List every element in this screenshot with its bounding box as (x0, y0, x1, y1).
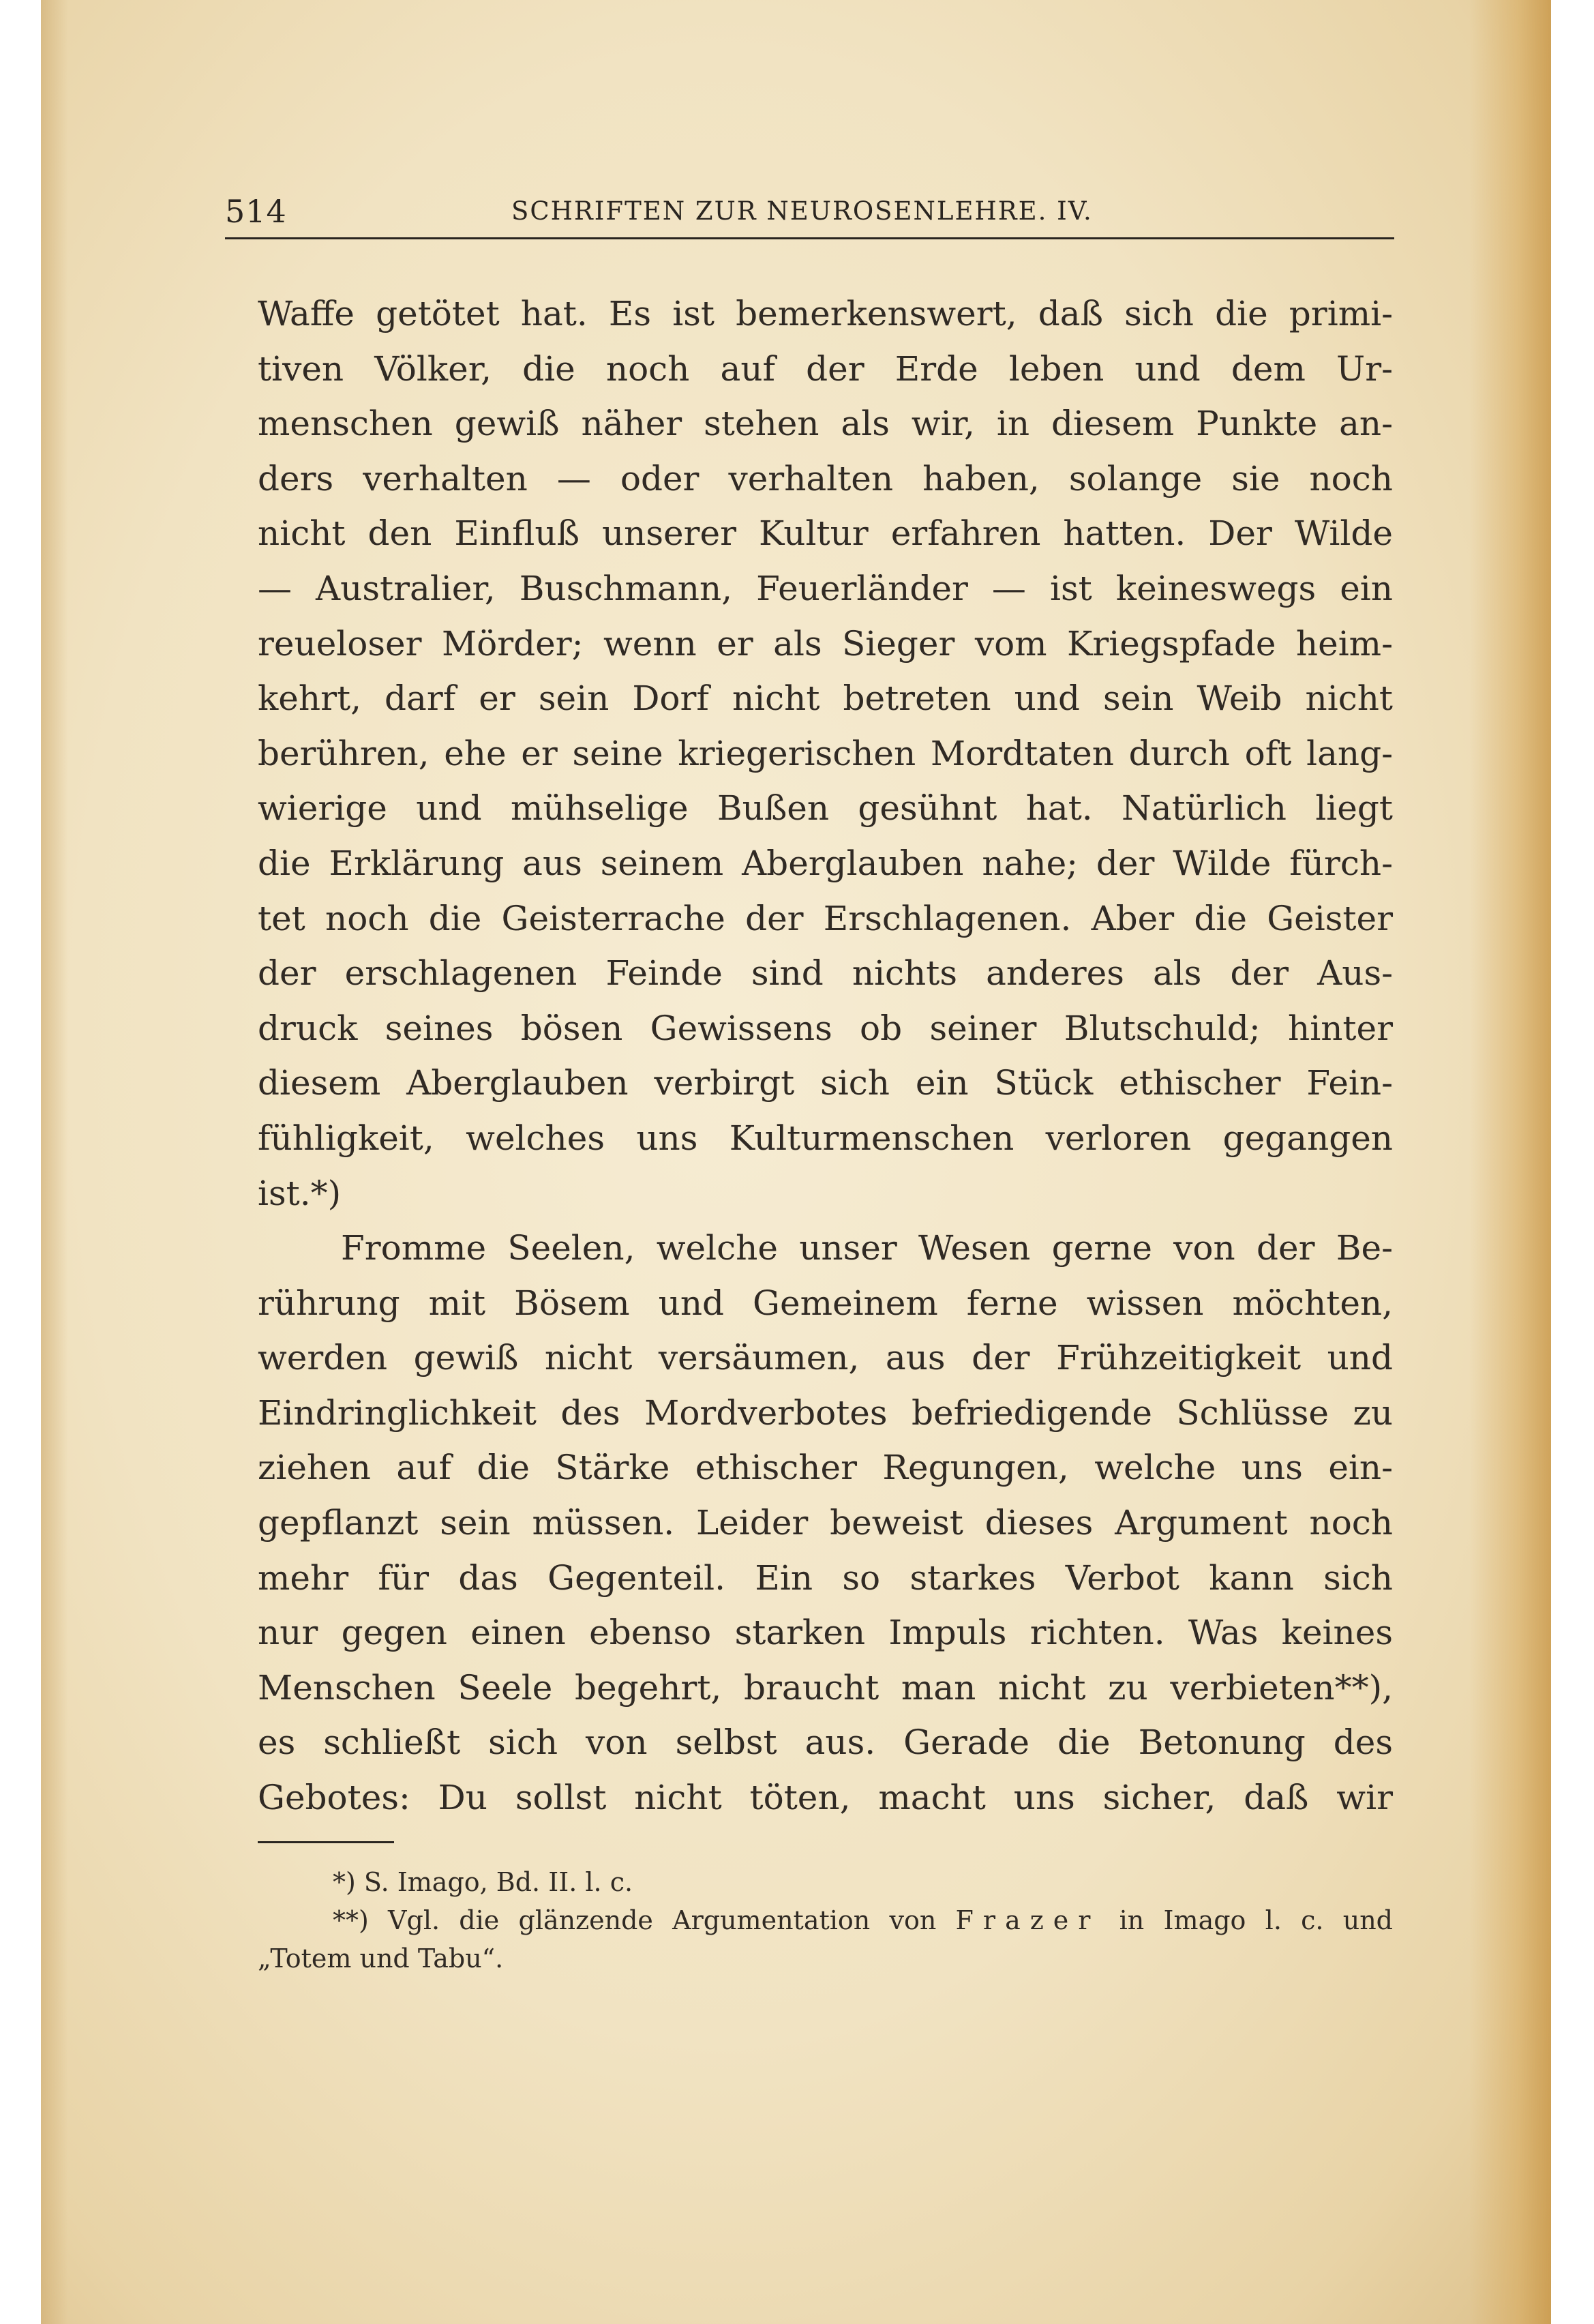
footnote-2-text-end: in Imago l. c. und (1100, 1905, 1394, 1935)
text-line: menschen gewiß näher stehen als wir, in diesem Punkte an- (258, 404, 1393, 444)
text-line: Fromme Seelen, welche unser Wesen gerne von der Be- (341, 1228, 1393, 1268)
footnote-2-continuation: „Totem und Tabu“. (258, 1943, 504, 1973)
text-line: Menschen Seele begehrt, braucht man nicht zu verbieten**), (258, 1667, 1393, 1708)
text-line: werden gewiß nicht versäumen, aus der Frühzeitigkeit und (258, 1338, 1393, 1378)
page-header (225, 190, 1394, 239)
footnote-2 (258, 1901, 1393, 1939)
text-line: der erschlagenen Feinde sind nichts anderes als der Aus- (258, 953, 1393, 994)
text-line: ist.*) (258, 1173, 342, 1213)
text-line: nicht den Einfluß unserer Kultur erfahren hatten. Der Wilde (258, 513, 1393, 554)
text-line: es schließt sich von selbst aus. Gerade die Betonung des (258, 1723, 1393, 1763)
text-line: gepflanzt sein müssen. Leider beweist dieses Argument noch (258, 1503, 1393, 1543)
text-line: druck seines bösen Gewissens ob seiner Blutschuld; hinter (258, 1008, 1393, 1048)
text-line: berühren, ehe er seine kriegerischen Mordtaten durch oft lang- (258, 733, 1393, 773)
text-line: fühligkeit, welches uns Kulturmenschen verloren gegangen (258, 1118, 1393, 1158)
text-line: tet noch die Geisterrache der Erschlagenen. Aber die Geister (258, 898, 1393, 938)
text-line: mehr für das Gegenteil. Ein so starkes Verbot kann sich (258, 1558, 1393, 1598)
footnote-2-author: Frazer (955, 1905, 1100, 1935)
text-line: ziehen auf die Stärke ethischer Regungen, welche uns ein- (258, 1448, 1393, 1488)
text-line: wierige und mühselige Bußen gesühnt hat. Natürlich liegt (258, 788, 1393, 829)
text-line: diesem Aberglauben verbirgt sich ein Stück ethischer Fein- (258, 1063, 1393, 1103)
footnote-1: *) S. Imago, Bd. II. l. c. (333, 1867, 633, 1897)
text-line: reueloser Mörder; wenn er als Sieger vom Kriegspfade heim- (258, 623, 1393, 664)
text-line: Eindringlichkeit des Mordverbotes befriedigende Schlüsse zu (258, 1392, 1393, 1433)
text-line: Gebotes: Du sollst nicht töten, macht uns sicher, daß wir (258, 1778, 1393, 1818)
text-line: ders verhalten — oder verhalten haben, solange sie noch (258, 458, 1393, 498)
text-line: Waffe getötet hat. Es ist bemerkenswert, daß sich die primi- (258, 294, 1393, 333)
text-line: die Erklärung aus seinem Aberglauben nahe; der Wilde fürch- (258, 843, 1393, 883)
text-line: nur gegen einen ebenso starken Impuls richten. Was keines (258, 1613, 1393, 1653)
text-line: tiven Völker, die noch auf der Erde leben und dem Ur- (258, 348, 1393, 389)
footnote-2-text: **) Vgl. die glänzende Argumentation von (333, 1905, 956, 1935)
text-line: kehrt, darf er sein Dorf nicht betreten und sein Weib nicht (258, 679, 1393, 719)
footnotes (258, 1863, 1393, 1978)
footnote-divider (258, 1841, 394, 1843)
running-title: SCHRIFTEN ZUR NEUROSENLEHRE. IV. (511, 196, 1093, 226)
page-edge-shadow-left (41, 0, 68, 2324)
body-text (258, 286, 1393, 1826)
page-edge-shadow-right (1469, 0, 1551, 2324)
page-number: 514 (225, 193, 287, 230)
text-line: rührung mit Bösem und Gemeinem ferne wissen möchten, (258, 1283, 1393, 1323)
text-line: — Australier, Buschmann, Feuerländer — ist keineswegs ein (258, 568, 1393, 608)
